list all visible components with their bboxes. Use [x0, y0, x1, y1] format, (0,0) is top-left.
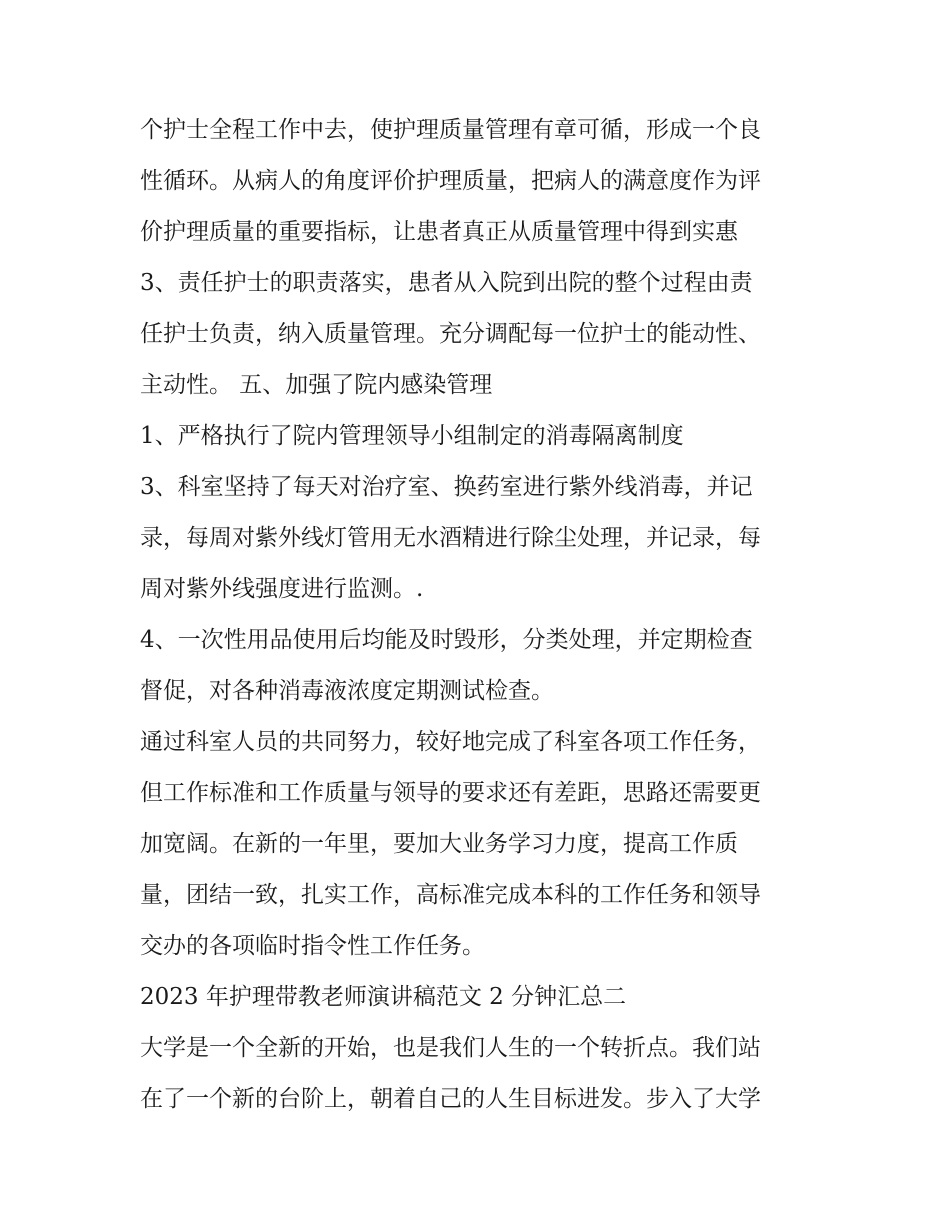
text-line: 3、责任护士的职责落实，患者从入院到出院的整个过程由责: [140, 270, 753, 296]
text-line: 加宽阔。在新的一年里，要加大业务学习力度，提高工作质: [140, 831, 738, 857]
text-line: 录，每周对紫外线灯管用无水酒精进行除尘处理，并记录，每: [140, 525, 761, 551]
text-line: 个护士全程工作中去，使护理质量管理有章可循，形成一个良: [140, 117, 761, 143]
text-line: 但工作标准和工作质量与领导的要求还有差距，思路还需要更: [140, 780, 761, 806]
text-line: 督促，对各种消毒液浓度定期测试检查。: [140, 678, 554, 704]
text-line: 大学是一个全新的开始，也是我们人生的一个转折点。我们站: [140, 1035, 761, 1061]
text-line: 通过科室人员的共同努力，较好地完成了科室各项工作任务，: [140, 729, 761, 755]
text-line: 1、严格执行了院内管理领导小组制定的消毒隔离制度: [140, 423, 684, 449]
text-line: 任护士负责，纳入质量管理。充分调配每一位护士的能动性、: [140, 321, 761, 347]
section-heading: 主动性。 五、加强了院内感染管理: [140, 372, 493, 398]
text-line: 3、科室坚持了每天对治疗室、换药室进行紫外线消毒，并记: [140, 474, 753, 500]
text-line: 价护理质量的重要指标，让患者真正从质量管理中得到实惠: [140, 219, 738, 245]
text-line: 量，团结一致，扎实工作，高标准完成本科的工作任务和领导: [140, 882, 761, 908]
text-line: 周对紫外线强度进行监测。.: [140, 576, 424, 602]
text-line: 在了一个新的台阶上，朝着自己的人生目标进发。步入了大学: [140, 1086, 761, 1112]
text-line: 性循环。从病人的角度评价护理质量，把病人的满意度作为评: [140, 168, 761, 194]
article-title: 2023 年护理带教老师演讲稿范文 2 分钟汇总二: [140, 984, 627, 1010]
text-line: 交办的各项临时指令性工作任务。: [140, 933, 485, 959]
text-line: 4、一次性用品使用后均能及时毁形，分类处理，并定期检查: [140, 627, 753, 653]
